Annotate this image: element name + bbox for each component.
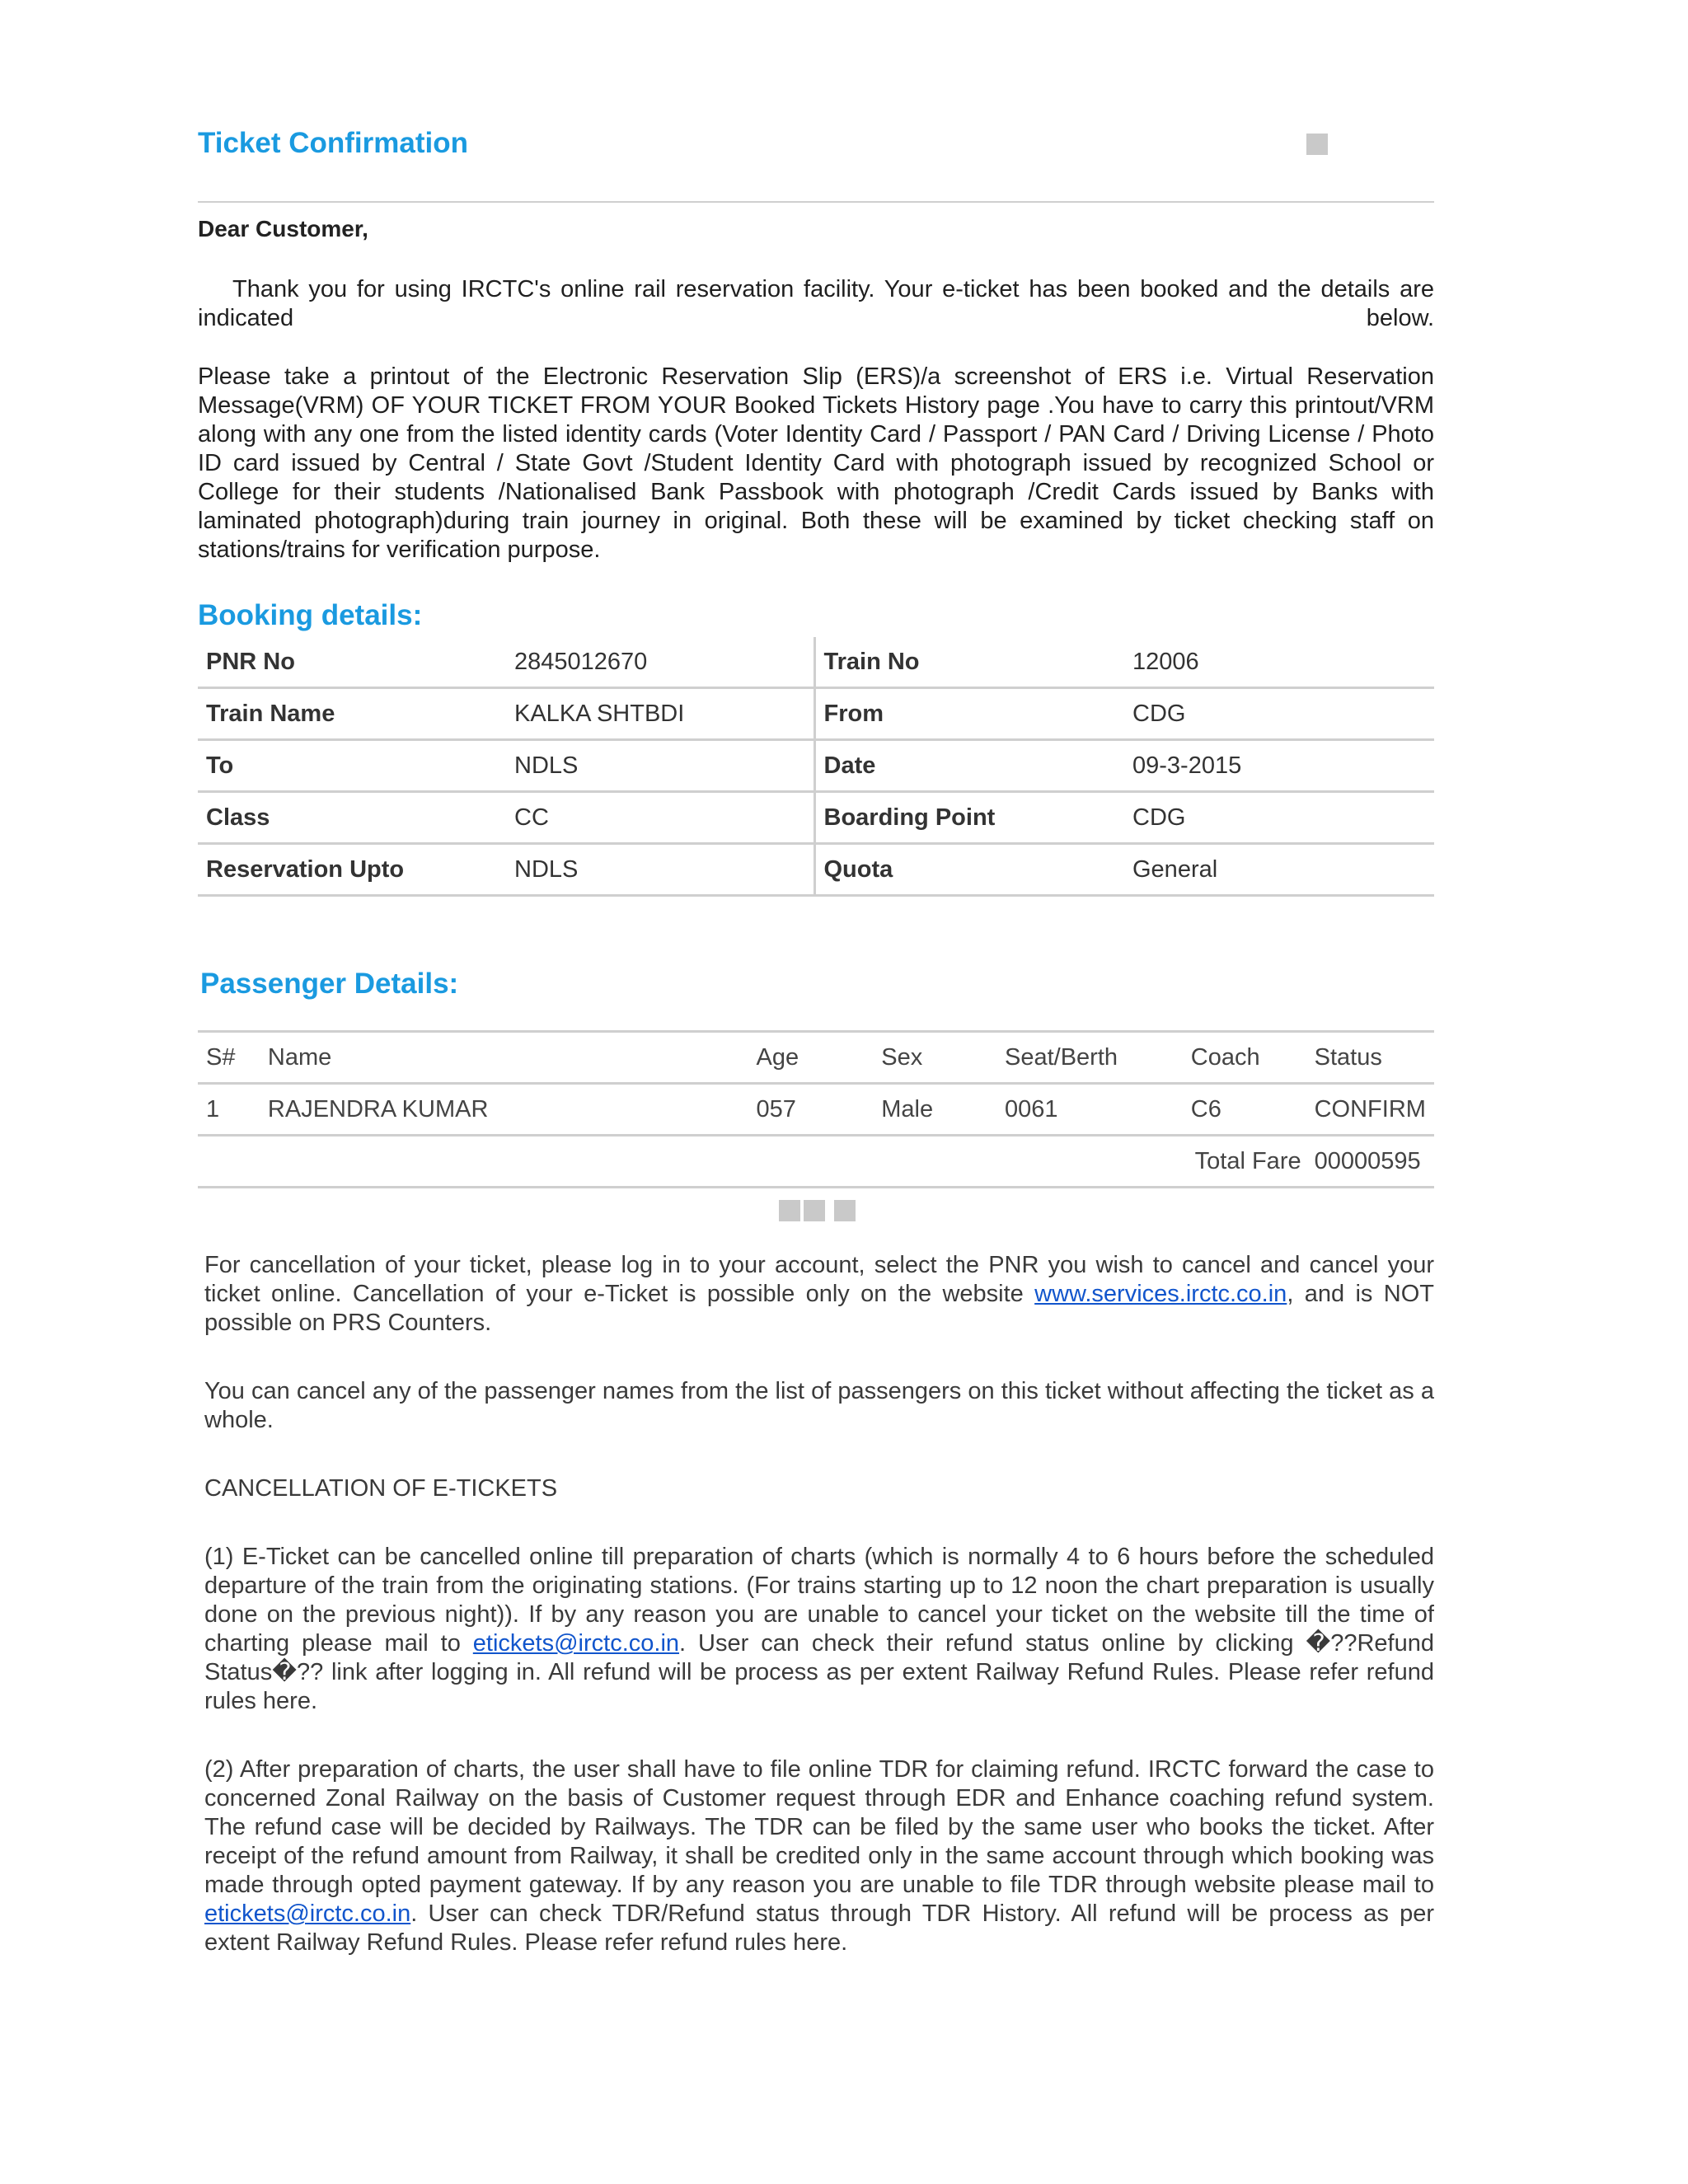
placeholder-images	[198, 1188, 1434, 1230]
col-header-name: Name	[260, 1032, 748, 1084]
col-header-sno: S#	[198, 1032, 260, 1084]
col-header-seat: Seat/Berth	[996, 1032, 1183, 1084]
booking-details-title: Booking details:	[198, 599, 423, 631]
train-no-label: Train No	[814, 637, 1124, 688]
train-name-label: Train Name	[198, 688, 506, 740]
passenger-details-table	[198, 1030, 1434, 1188]
boarding-point-value: CDG	[1124, 792, 1434, 844]
etickets-email-link[interactable]: etickets@irctc.co.in	[472, 1630, 680, 1657]
cancellation-text: For cancellation of your ticket, please log in to your account, select the PNR you wish to cancel and cancel your ticket online. Cancellation of your e-Ticket is possible only on the website	[204, 1252, 1434, 1307]
reservation-upto-value: NDLS	[506, 844, 814, 896]
pnr-label: PNR No	[198, 637, 506, 688]
to-label: To	[198, 740, 506, 792]
col-header-sex: Sex	[873, 1032, 996, 1084]
table-row	[198, 792, 1434, 844]
quota-label: Quota	[814, 844, 1124, 896]
table-row	[198, 1084, 1434, 1136]
passenger-age: 057	[748, 1084, 874, 1136]
class-value: CC	[506, 792, 814, 844]
passenger-sno: 1	[198, 1084, 260, 1136]
passenger-seat: 0061	[996, 1084, 1183, 1136]
cancellation-heading: CANCELLATION OF E-TICKETS	[204, 1475, 558, 1502]
col-header-coach: Coach	[1183, 1032, 1306, 1084]
passenger-coach: C6	[1183, 1084, 1306, 1136]
table-row	[198, 740, 1434, 792]
cancel-passenger-paragraph: You can cancel any of the passenger names from the list of passengers on this ticket without affecting the ticket as a whole.	[204, 1378, 1434, 1433]
cancellation-paragraph	[204, 1251, 1434, 1338]
table-header-row	[198, 1032, 1434, 1084]
from-label: From	[814, 688, 1124, 740]
table-row	[198, 637, 1434, 688]
cancellation-text-end: , and is NOT possible on PRS Counters.	[204, 1281, 1434, 1336]
total-fare-row	[198, 1136, 1434, 1188]
page-title: Ticket Confirmation	[198, 127, 469, 159]
header	[198, 115, 1434, 203]
ticket-page	[198, 115, 1434, 1957]
rule-1-text-end: . User can check their refund status online by clicking �??Refund Status�?? link after logging in. All refund will be process as per extent Railway Refund Rules. Please refer refund rules here.	[204, 1630, 1434, 1714]
passenger-name: RAJENDRA KUMAR	[260, 1084, 748, 1136]
col-header-status: Status	[1306, 1032, 1434, 1084]
class-label: Class	[198, 792, 506, 844]
passenger-status: CONFIRM	[1306, 1084, 1434, 1136]
rule-2-text-end: . User can check TDR/Refund status through TDR History. All refund will be process as per extent Railway Refund Rules. Please refer refund rules here.	[204, 1900, 1434, 1956]
instructions-paragraph: Please take a printout of the Electronic Reservation Slip (ERS)/a screenshot of ERS i.e. Virtual Reservation Message(VRM) OF YOUR TICKET FROM YOUR Booked Tickets History page .You have to carry this printout/VRM along with any one from the listed identity cards (Voter Identity Card / Passport / PAN Card / Driving License / Photo ID card issued by Central / State Govt /Student Identity Card with photograph issued by recognized School or College for their students /Nationalised Bank Passbook with photograph /Credit Cards issued by Banks with laminated photograph)during train journey in original. Both these will be examined by ticket checking staff on stations/trains for verification purpose.	[198, 363, 1434, 563]
date-value: 09-3-2015	[1124, 740, 1434, 792]
greeting: Dear Customer,	[198, 216, 368, 241]
intro-paragraph: Thank you for using IRCTC's online rail reservation facility. Your e-ticket has been booked and the details are indicated below.	[198, 276, 1434, 331]
table-row	[198, 688, 1434, 740]
cancellation-rule-2	[204, 1755, 1434, 1957]
irctc-website-link[interactable]: www.services.irctc.co.in	[1034, 1281, 1287, 1307]
train-no-value: 12006	[1124, 637, 1434, 688]
from-value: CDG	[1124, 688, 1434, 740]
placeholder-image-icon	[804, 1200, 825, 1221]
quota-value: General	[1124, 844, 1434, 896]
pnr-value: 2845012670	[506, 637, 814, 688]
placeholder-image-icon	[1306, 134, 1328, 155]
total-fare-value: 00000595	[1306, 1136, 1434, 1188]
train-name-value: KALKA SHTBDI	[506, 688, 814, 740]
reservation-upto-label: Reservation Upto	[198, 844, 506, 896]
cancellation-rule-1	[204, 1543, 1434, 1716]
col-header-age: Age	[748, 1032, 874, 1084]
rule-2-text: (2) After preparation of charts, the user shall have to file online TDR for claiming refund. IRCTC forward the case to concerned Zonal Railway on the basis of Customer request through EDR and Enhance coaching refund system. The refund case will be decided by Railways. The TDR can be filed by the same user who books the ticket. After receipt of the refund amount from Railway, it shall be credited only in the same account through which booking was made through opted payment gateway. If by any reason you are unable to file TDR through website please mail to	[204, 1756, 1434, 1898]
boarding-point-label: Boarding Point	[814, 792, 1124, 844]
placeholder-image-icon	[834, 1200, 856, 1221]
to-value: NDLS	[506, 740, 814, 792]
date-label: Date	[814, 740, 1124, 792]
etickets-email-link[interactable]: etickets@irctc.co.in	[204, 1900, 411, 1927]
total-fare-label: Total Fare	[1183, 1136, 1306, 1188]
table-row	[198, 844, 1434, 896]
rule-1-text: (1) E-Ticket can be cancelled online till preparation of charts (which is normally 4 to 6 hours before the scheduled departure of the train from the originating stations. (For trains starting up to 12 noon the chart preparation is usually done on the previous night)). If by any reason you are unable to cancel your ticket on the website till the time of charting please mail to	[204, 1544, 1434, 1657]
booking-details-table	[198, 637, 1434, 897]
passenger-sex: Male	[873, 1084, 996, 1136]
placeholder-image-icon	[779, 1200, 800, 1221]
passenger-details-title: Passenger Details:	[200, 968, 459, 1000]
